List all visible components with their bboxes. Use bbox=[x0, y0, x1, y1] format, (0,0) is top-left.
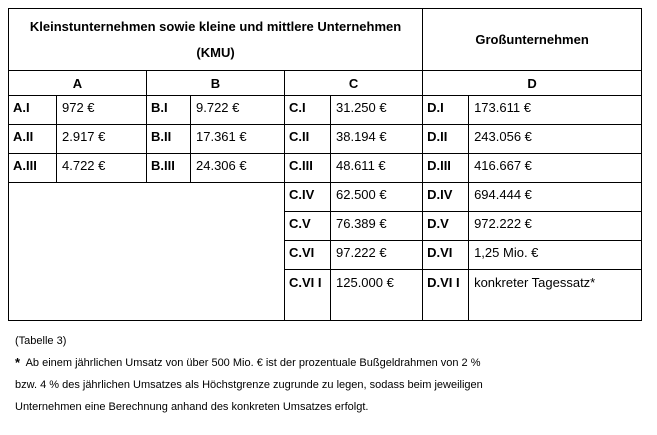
footnote-text-1: Ab einem jährlichen Umsatz von über 500 Mio. € ist der prozentuale Bußgeldrahmen von 2 % bbox=[25, 357, 481, 369]
d-code: D.II bbox=[423, 125, 469, 154]
column-a-header: A bbox=[9, 71, 147, 96]
b-value: 24.306 € bbox=[191, 154, 285, 183]
a-code: A.III bbox=[9, 154, 57, 183]
c-value: 31.250 € bbox=[331, 96, 423, 125]
c-code: C.III bbox=[285, 154, 331, 183]
d-value: konkreter Tagessatz* bbox=[469, 270, 642, 321]
footnote-line-1 bbox=[15, 352, 483, 374]
c-code: C.II bbox=[285, 125, 331, 154]
c-value: 48.611 € bbox=[331, 154, 423, 183]
header-kmu: Kleinstunternehmen sowie kleine und mittlere Unternehmen (KMU) bbox=[9, 9, 423, 71]
d-value: 243.056 € bbox=[469, 125, 642, 154]
empty-kmu-cell bbox=[9, 183, 285, 321]
b-value: 17.361 € bbox=[191, 125, 285, 154]
d-code: D.III bbox=[423, 154, 469, 183]
c-code: C.IV bbox=[285, 183, 331, 212]
column-b-header: B bbox=[147, 71, 285, 96]
column-d-header: D bbox=[423, 71, 642, 96]
header-grossunternehmen: Großunternehmen bbox=[423, 9, 642, 71]
column-c-header: C bbox=[285, 71, 423, 96]
d-code: D.VI bbox=[423, 241, 469, 270]
a-code: A.II bbox=[9, 125, 57, 154]
b-value: 9.722 € bbox=[191, 96, 285, 125]
table-row bbox=[9, 125, 642, 154]
c-value: 76.389 € bbox=[331, 212, 423, 241]
notes bbox=[15, 330, 483, 418]
d-code: D.VI I bbox=[423, 270, 469, 321]
d-code: D.IV bbox=[423, 183, 469, 212]
c-code: C.I bbox=[285, 96, 331, 125]
d-value: 173.611 € bbox=[469, 96, 642, 125]
d-value: 694.444 € bbox=[469, 183, 642, 212]
table-row bbox=[9, 96, 642, 125]
table-row bbox=[9, 183, 642, 212]
c-value: 125.000 € bbox=[331, 270, 423, 321]
d-value: 416.667 € bbox=[469, 154, 642, 183]
c-value: 62.500 € bbox=[331, 183, 423, 212]
footnote-marker: * bbox=[15, 355, 21, 370]
c-code: C.V bbox=[285, 212, 331, 241]
footnote-line-3: Unternehmen eine Berechnung anhand des konkreten Umsatzes erfolgt. bbox=[15, 401, 369, 413]
a-value: 2.917 € bbox=[57, 125, 147, 154]
c-code: C.VI bbox=[285, 241, 331, 270]
a-value: 972 € bbox=[57, 96, 147, 125]
table-row bbox=[9, 154, 642, 183]
a-value: 4.722 € bbox=[57, 154, 147, 183]
c-code: C.VI I bbox=[285, 270, 331, 321]
d-value: 972.222 € bbox=[469, 212, 642, 241]
b-code: B.III bbox=[147, 154, 191, 183]
fine-table bbox=[8, 8, 642, 321]
d-code: D.I bbox=[423, 96, 469, 125]
d-code: D.V bbox=[423, 212, 469, 241]
a-code: A.I bbox=[9, 96, 57, 125]
b-code: B.I bbox=[147, 96, 191, 125]
b-code: B.II bbox=[147, 125, 191, 154]
c-value: 38.194 € bbox=[331, 125, 423, 154]
table-caption: (Tabelle 3) bbox=[15, 335, 67, 347]
footnote-line-2: bzw. 4 % des jährlichen Umsatzes als Höchstgrenze zugrunde zu legen, sodass beim jeweiligen bbox=[15, 379, 483, 391]
d-value: 1,25 Mio. € bbox=[469, 241, 642, 270]
c-value: 97.222 € bbox=[331, 241, 423, 270]
